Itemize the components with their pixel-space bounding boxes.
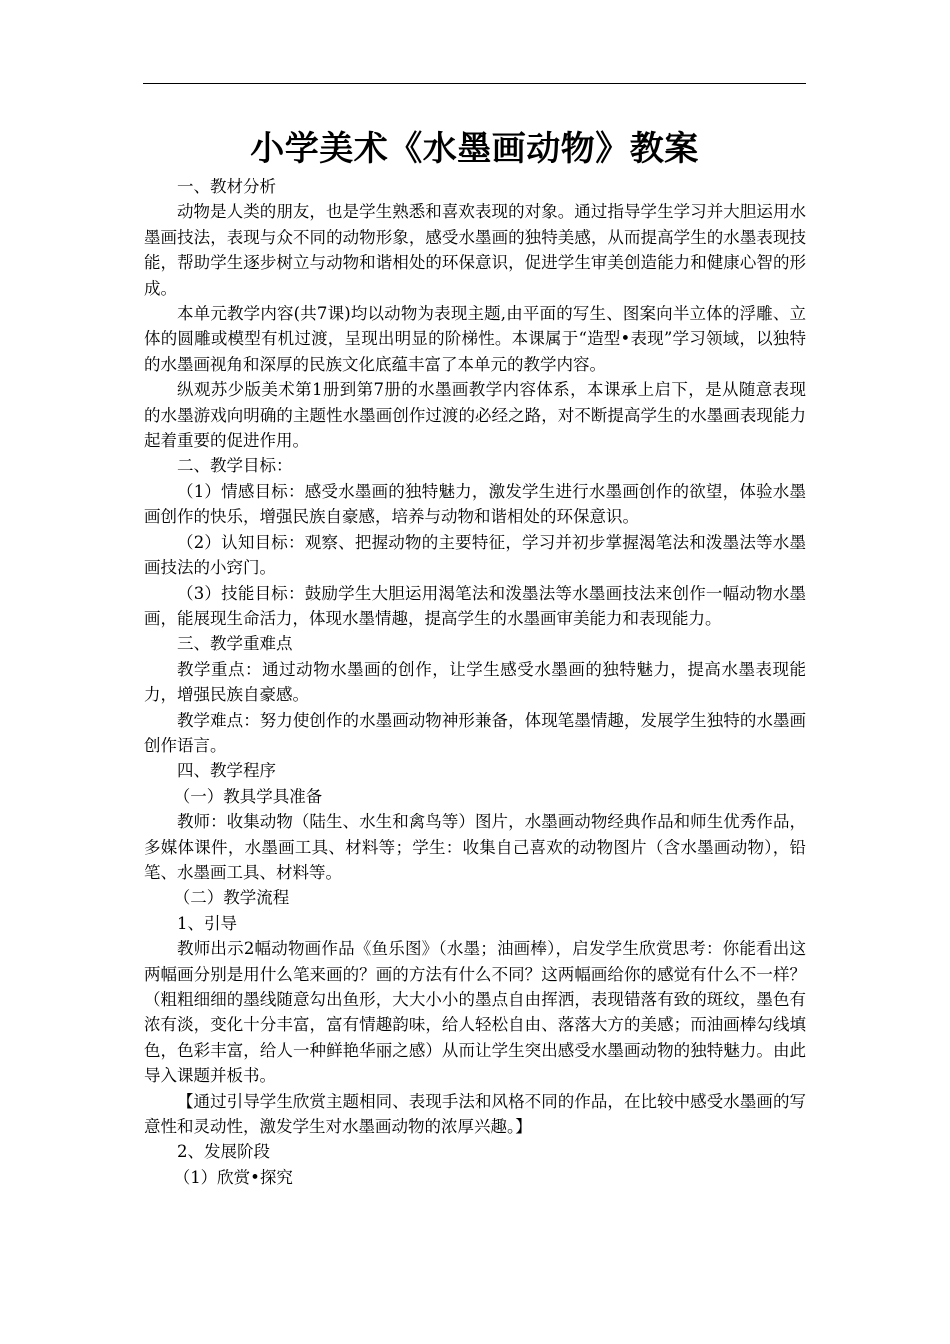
section-heading: 三、教学重难点 (177, 634, 293, 654)
body-paragraph: （1）情感目标：感受水墨画的独特魅力，激发学生进行水墨画创作的欲望，体验水墨画创作的快乐，增强民族自豪感，培养与动物和谐相处的环保意识。 (144, 481, 806, 527)
body-paragraph: 教师：收集动物（陆生、水生和禽鸟等）图片，水墨画动物经典作品和师生优秀作品，多媒体课件，水墨画工具、材料等；学生：收集自己喜欢的动物图片（含水墨画动物），铅笔、水墨画工具、材料等。 (144, 812, 806, 882)
section-heading: 一、教材分析 (177, 177, 276, 196)
subsection-heading: （二）教学流程 (173, 888, 290, 908)
body-paragraph: 纵观苏少版美术第1册到第7册的水墨画教学内容体系，本课承上启下，是从随意表现的水墨游戏向明确的主题性水墨画创作过渡的必经之路，对不断提高学生的水墨画表现能力起着重要的促进作用。 (144, 380, 806, 451)
section-heading: 二、教学目标： (177, 456, 293, 476)
body-paragraph: （2）认知目标：观察、把握动物的主要特征，学习并初步掌握渴笔法和泼墨法等水墨画技法的小窍门。 (144, 532, 806, 578)
section-heading: 四、教学程序 (177, 761, 276, 781)
subsection-heading: （一）教具学具准备 (173, 786, 323, 806)
body-paragraph: （3）技能目标：鼓励学生大胆运用渴笔法和泼墨法等水墨画技法来创作一幅动物水墨画，能展现生命活力，体现水墨情趣，提高学生的水墨画审美能力和表现能力。 (144, 583, 806, 628)
document-title: 小学美术《水墨画动物》教案 (250, 129, 699, 169)
step-heading: 1、引导 (177, 913, 237, 933)
note-paragraph: 【通过引导学生欣赏主题相同、表现手法和风格不同的作品，在比较中感受水墨画的写意性和灵动性，激发学生对水墨画动物的浓厚兴趣。】 (144, 1091, 806, 1137)
header-rule (143, 83, 806, 84)
body-paragraph: 教学重点：通过动物水墨画的创作，让学生感受水墨画的独特魅力，提高水墨表现能力，增强民族自豪感。 (144, 659, 806, 705)
body-paragraph: 教师出示2幅动物画作品《鱼乐图》（水墨；油画棒），启发学生欣赏思考：你能看出这两幅画分别是用什么笔来画的？画的方法有什么不同？这两幅画给你的感觉有什么不一样？（粗粗细细的墨线随意勾出鱼形，大大小小的墨点自由挥洒，表现错落有致的斑纹，墨色有浓有淡，变化十分丰富，富有情趣韵味，给人轻松自由、落落大方的美感；而油画棒勾线填色，色彩丰富，给人一种鲜艳华丽之感）从而让学生突出感受水墨画动物的独特魅力。由此导入课题并板书。 (144, 939, 806, 1086)
body-paragraph: 本单元教学内容(共7课)均以动物为表现主题,由平面的写生、图案向半立体的浮雕、立体的圆雕或模型有机过渡，呈现出明显的阶梯性。本课属于“造型•表现”学习领域，以独特的水墨画视角和深厚的民族文化底蕴丰富了本单元的教学内容。 (144, 304, 806, 374)
body-paragraph: 教学难点：努力使创作的水墨画动物神形兼备，体现笔墨情趣，发展学生独特的水墨画创作语言。 (144, 710, 806, 755)
step-heading: 2、发展阶段 (177, 1142, 270, 1162)
subsection-heading: （1）欣赏•探究 (173, 1167, 293, 1187)
body-paragraph: 动物是人类的朋友，也是学生熟悉和喜欢表现的对象。通过指导学生学习并大胆运用水墨画技法，表现与众不同的动物形象，感受水墨画的独特美感，从而提高学生的水墨表现技能，帮助学生逐步树立与动物和谐相处的环保意识，促进学生审美创造能力和健康心智的形成。 (144, 202, 806, 298)
document-body (144, 174, 806, 1190)
